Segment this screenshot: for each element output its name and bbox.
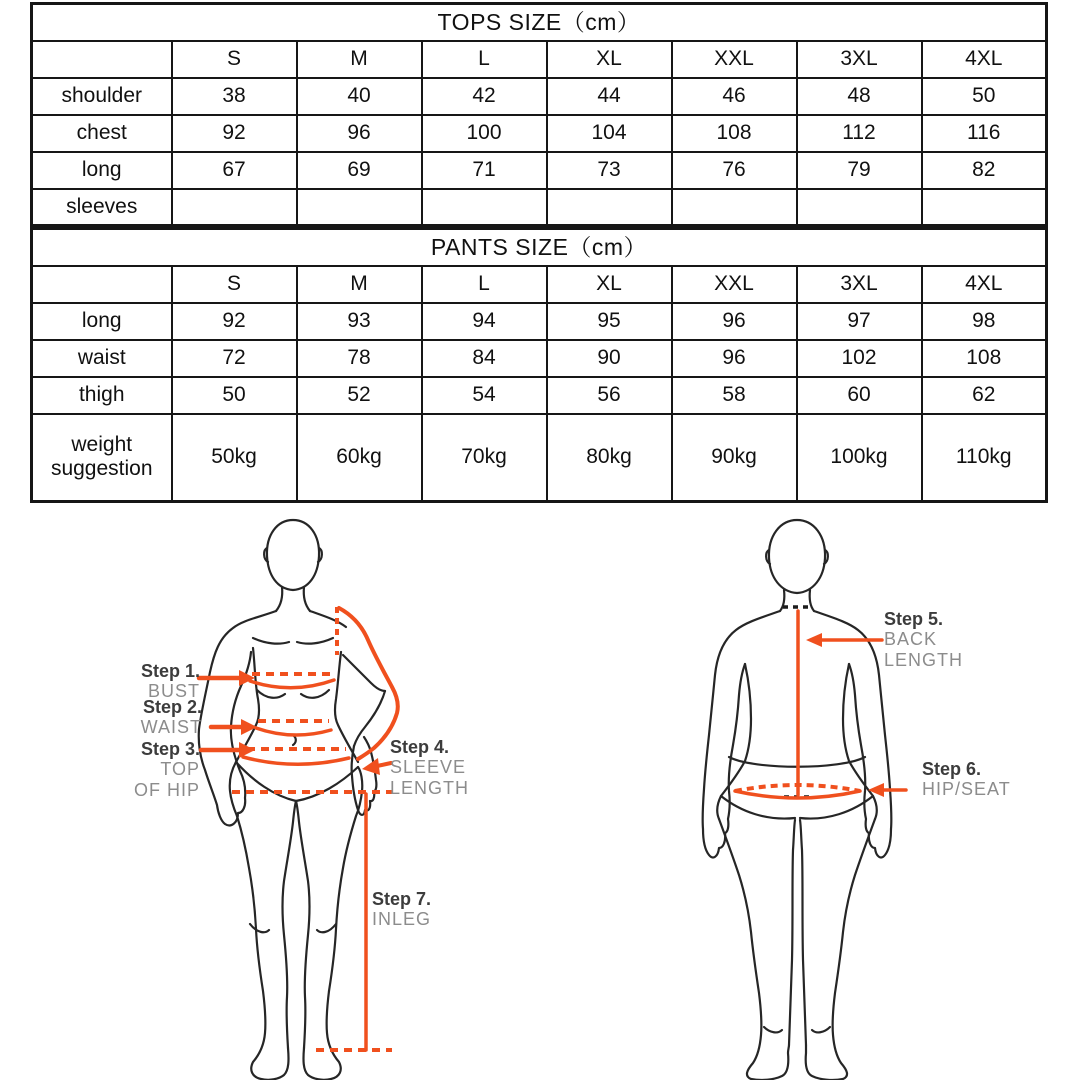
back-figure-annotations	[735, 607, 906, 798]
step-description: WAIST	[140, 717, 202, 737]
size-column-header: 4XL	[922, 266, 1047, 303]
size-value-cell	[547, 189, 672, 226]
arrow-right-icon	[211, 719, 257, 735]
size-value-cell: 100kg	[797, 414, 922, 502]
size-value-cell: 52	[297, 377, 422, 414]
front-right-leg-inner	[296, 801, 310, 1048]
size-value-cell: 97	[797, 303, 922, 340]
size-value-cell: 98	[922, 303, 1047, 340]
back-body-figure	[703, 520, 892, 1080]
size-column-header: S	[172, 41, 297, 78]
table-row	[32, 340, 1047, 377]
row-label: sleeves	[32, 189, 172, 226]
size-value-cell: 79	[797, 152, 922, 189]
back-right-arm	[814, 611, 891, 857]
size-column-header: L	[422, 41, 547, 78]
size-value-cell: 110kg	[922, 414, 1047, 502]
table-row	[32, 414, 1047, 502]
sleeve-measure-line	[339, 608, 398, 759]
size-value-cell: 100	[422, 115, 547, 152]
size-value-cell: 96	[297, 115, 422, 152]
table-row	[32, 78, 1047, 115]
size-column-header: M	[297, 41, 422, 78]
front-figure-annotations	[199, 607, 398, 1050]
size-value-cell: 40	[297, 78, 422, 115]
size-value-cell	[172, 189, 297, 226]
size-value-cell: 108	[672, 115, 797, 152]
size-value-cell: 60kg	[297, 414, 422, 502]
step-number: Step 6.	[922, 759, 982, 779]
step-description: HIP/SEAT	[922, 779, 1011, 799]
row-label: waist	[32, 340, 172, 377]
size-value-cell: 116	[922, 115, 1047, 152]
hip-curve-line	[243, 757, 349, 764]
row-label: long	[32, 303, 172, 340]
back-left-leg	[719, 819, 789, 1080]
size-value-cell: 92	[172, 303, 297, 340]
size-value-cell: 60	[797, 377, 922, 414]
tops-size-table	[30, 2, 1048, 227]
size-value-cell	[922, 189, 1047, 226]
size-value-cell: 108	[922, 340, 1047, 377]
size-column-header: XL	[547, 41, 672, 78]
size-value-cell: 95	[547, 303, 672, 340]
step-number: Step 5.	[884, 609, 944, 629]
step-4-sleeve-length-label	[390, 737, 469, 799]
step-number: Step 3.	[140, 739, 200, 759]
size-value-cell: 82	[922, 152, 1047, 189]
table-row	[32, 152, 1047, 189]
size-value-cell: 73	[547, 152, 672, 189]
front-right-leg-outer	[329, 767, 362, 991]
size-value-cell	[797, 189, 922, 226]
size-column-header	[32, 41, 172, 78]
size-value-cell: 78	[297, 340, 422, 377]
step-2-waist-label	[141, 697, 202, 738]
arrow-left-icon	[362, 758, 391, 775]
size-value-cell: 96	[672, 340, 797, 377]
table-row	[32, 377, 1047, 414]
step-description: LENGTH	[390, 778, 470, 798]
step-number: Step 4.	[390, 737, 450, 757]
step-description: LENGTH	[884, 650, 964, 670]
size-value-cell: 56	[547, 377, 672, 414]
step-number: Step 7.	[372, 889, 432, 909]
size-value-cell	[422, 189, 547, 226]
row-label: shoulder	[32, 78, 172, 115]
size-value-cell: 70kg	[422, 414, 547, 502]
size-value-cell: 44	[547, 78, 672, 115]
front-left-leg-outer	[237, 816, 289, 1080]
step-description: BUST	[147, 681, 200, 701]
size-column-header: M	[297, 266, 422, 303]
size-value-cell: 71	[422, 152, 547, 189]
size-column-header: XXL	[672, 41, 797, 78]
size-value-cell: 69	[297, 152, 422, 189]
size-column-header: S	[172, 266, 297, 303]
step-5-back-length-label	[884, 609, 963, 671]
size-column-header: XXL	[672, 266, 797, 303]
size-value-cell	[297, 189, 422, 226]
size-value-cell: 72	[172, 340, 297, 377]
size-value-cell: 94	[422, 303, 547, 340]
size-value-cell: 58	[672, 377, 797, 414]
step-description: SLEEVE	[390, 757, 467, 777]
table-title: TOPS SIZE（cm）	[32, 4, 1047, 41]
step-description: TOP	[160, 759, 200, 779]
row-label: chest	[32, 115, 172, 152]
size-value-cell	[672, 189, 797, 226]
size-column-header: L	[422, 266, 547, 303]
size-value-cell: 102	[797, 340, 922, 377]
size-column-header: 4XL	[922, 41, 1047, 78]
size-value-cell: 80kg	[547, 414, 672, 502]
step-description: INLEG	[372, 909, 432, 929]
size-value-cell: 62	[922, 377, 1047, 414]
size-value-cell: 50	[172, 377, 297, 414]
size-value-cell: 92	[172, 115, 297, 152]
arrow-left-icon	[868, 783, 906, 797]
size-value-cell: 112	[797, 115, 922, 152]
size-value-cell: 96	[672, 303, 797, 340]
size-value-cell: 90kg	[672, 414, 797, 502]
back-left-arm	[703, 611, 780, 857]
size-column-header: 3XL	[797, 41, 922, 78]
table-title: PANTS SIZE（cm）	[32, 229, 1047, 266]
size-column-header: XL	[547, 266, 672, 303]
size-column-header: 3XL	[797, 266, 922, 303]
step-number: Step 2.	[142, 697, 202, 717]
size-value-cell: 42	[422, 78, 547, 115]
size-column-header	[32, 266, 172, 303]
size-value-cell: 84	[422, 340, 547, 377]
row-label: thigh	[32, 377, 172, 414]
front-right-foot	[303, 991, 340, 1080]
bust-curve-line	[250, 680, 334, 688]
waist-curve-line	[256, 728, 331, 735]
back-right-leg	[806, 819, 875, 1080]
back-head	[769, 520, 825, 593]
size-value-cell: 46	[672, 78, 797, 115]
step-description: OF HIP	[133, 780, 200, 800]
size-value-cell: 54	[422, 377, 547, 414]
table-row	[32, 303, 1047, 340]
size-value-cell: 67	[172, 152, 297, 189]
size-value-cell: 48	[797, 78, 922, 115]
front-body-figure	[199, 520, 385, 1080]
size-value-cell: 76	[672, 152, 797, 189]
size-value-cell: 50kg	[172, 414, 297, 502]
table-row	[32, 115, 1047, 152]
front-head	[267, 520, 319, 590]
size-value-cell: 93	[297, 303, 422, 340]
step-1-bust-label	[141, 661, 200, 702]
step-number: Step 1.	[140, 661, 200, 681]
step-6-hip-seat-label	[922, 759, 1011, 800]
size-value-cell: 90	[547, 340, 672, 377]
size-value-cell: 104	[547, 115, 672, 152]
size-value-cell: 38	[172, 78, 297, 115]
pants-size-table	[30, 227, 1048, 503]
table-row	[32, 189, 1047, 226]
step-description: BACK	[884, 629, 938, 649]
front-left-leg-inner	[283, 801, 297, 1048]
row-label: long	[32, 152, 172, 189]
front-right-shoulder	[310, 611, 346, 627]
step-3-top-of-hip-label	[134, 739, 200, 801]
size-value-cell: 50	[922, 78, 1047, 115]
step-7-inleg-label	[372, 889, 431, 930]
row-label: weight suggestion	[32, 414, 172, 502]
